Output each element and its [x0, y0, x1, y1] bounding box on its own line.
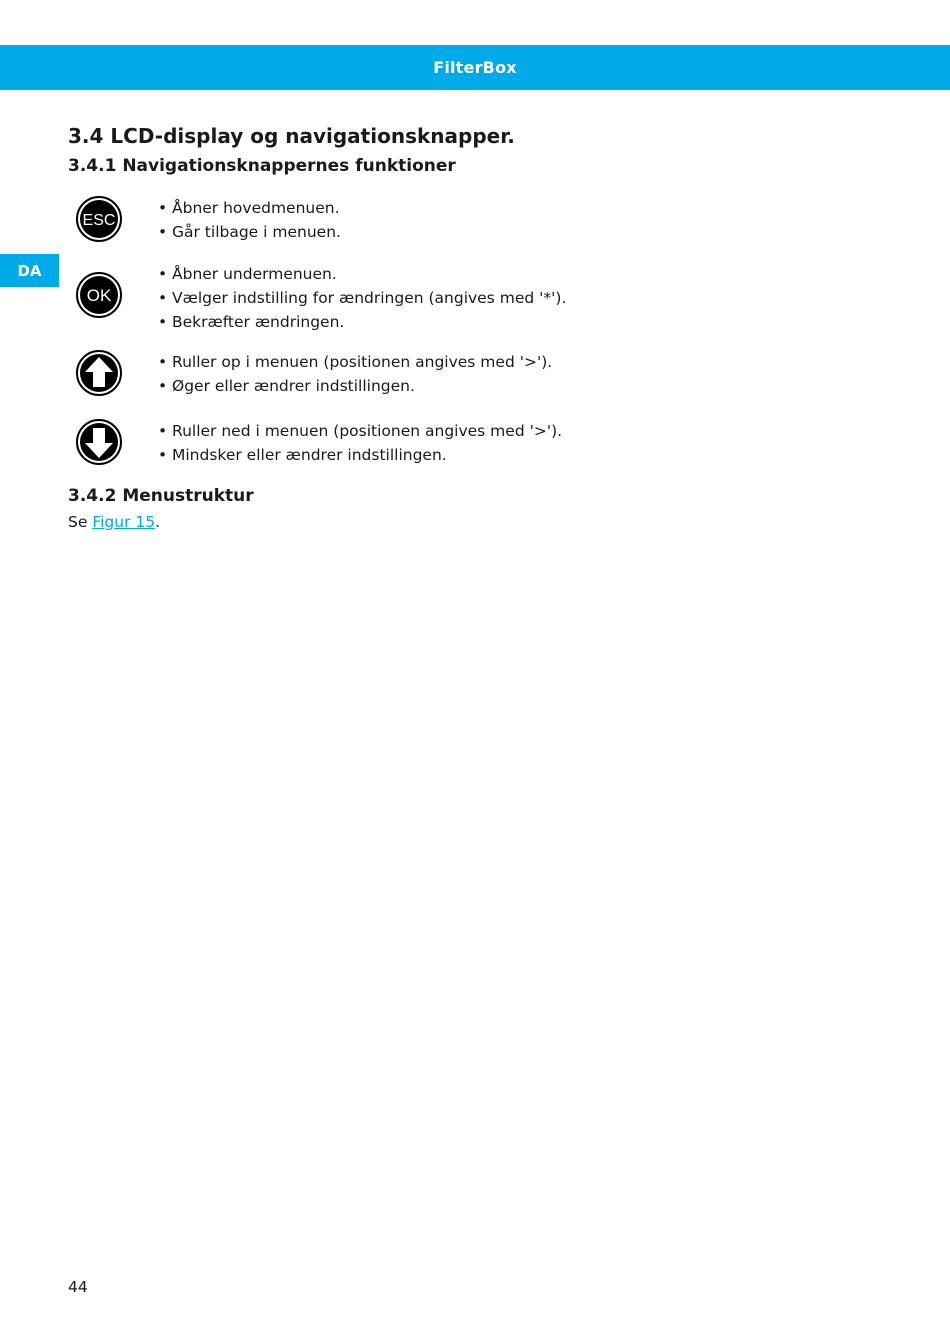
header-bar: [0, 45, 950, 90]
esc-label: ESC: [82, 212, 116, 229]
down-bullets: [158, 419, 562, 467]
list-item: • Ruller ned i menuen (positionen angives med '>').: [158, 419, 562, 443]
nav-row-esc: [68, 196, 868, 256]
esc-button-icon: [76, 196, 122, 242]
figure-link[interactable]: Figur 15: [92, 513, 156, 531]
list-item: • Går tilbage i menuen.: [158, 220, 341, 244]
header-title: FilterBox: [433, 58, 517, 77]
list-item: • Åbner hovedmenuen.: [158, 196, 341, 220]
menu-text-suffix: .: [155, 513, 161, 531]
language-tab: DA: [0, 254, 59, 287]
arrow-up-icon: [76, 350, 122, 396]
section-title: 3.4 LCD-display og navigationsknapper.: [68, 124, 515, 148]
up-bullets: [158, 350, 552, 398]
nav-row-ok: [68, 262, 868, 331]
list-item: • Åbner undermenuen.: [158, 262, 566, 286]
list-item: • Bekræfter ændringen.: [158, 310, 566, 334]
subsection-title-menu: 3.4.2 Menustruktur: [68, 486, 254, 506]
menu-reference-text: [68, 510, 254, 534]
menu-structure-section: [68, 482, 254, 534]
esc-bullets: [158, 196, 341, 244]
page-number: 44: [68, 1278, 88, 1296]
ok-bullets: [158, 262, 566, 334]
ok-label: OK: [86, 286, 112, 305]
nav-row-down: [68, 419, 868, 479]
list-item: • Ruller op i menuen (positionen angives med '>').: [158, 350, 552, 374]
nav-row-up: [68, 350, 868, 410]
list-item: • Vælger indstilling for ændringen (angives med '*').: [158, 286, 566, 310]
ok-button-icon: [76, 272, 122, 318]
list-item: • Mindsker eller ændrer indstillingen.: [158, 443, 562, 467]
section-heading-block: [68, 120, 888, 180]
list-item: • Øger eller ændrer indstillingen.: [158, 374, 552, 398]
subsection-title-functions: 3.4.1 Navigationsknappernes funktioner: [68, 156, 456, 176]
arrow-down-icon: [76, 419, 122, 465]
menu-text-prefix: Se: [68, 513, 93, 531]
